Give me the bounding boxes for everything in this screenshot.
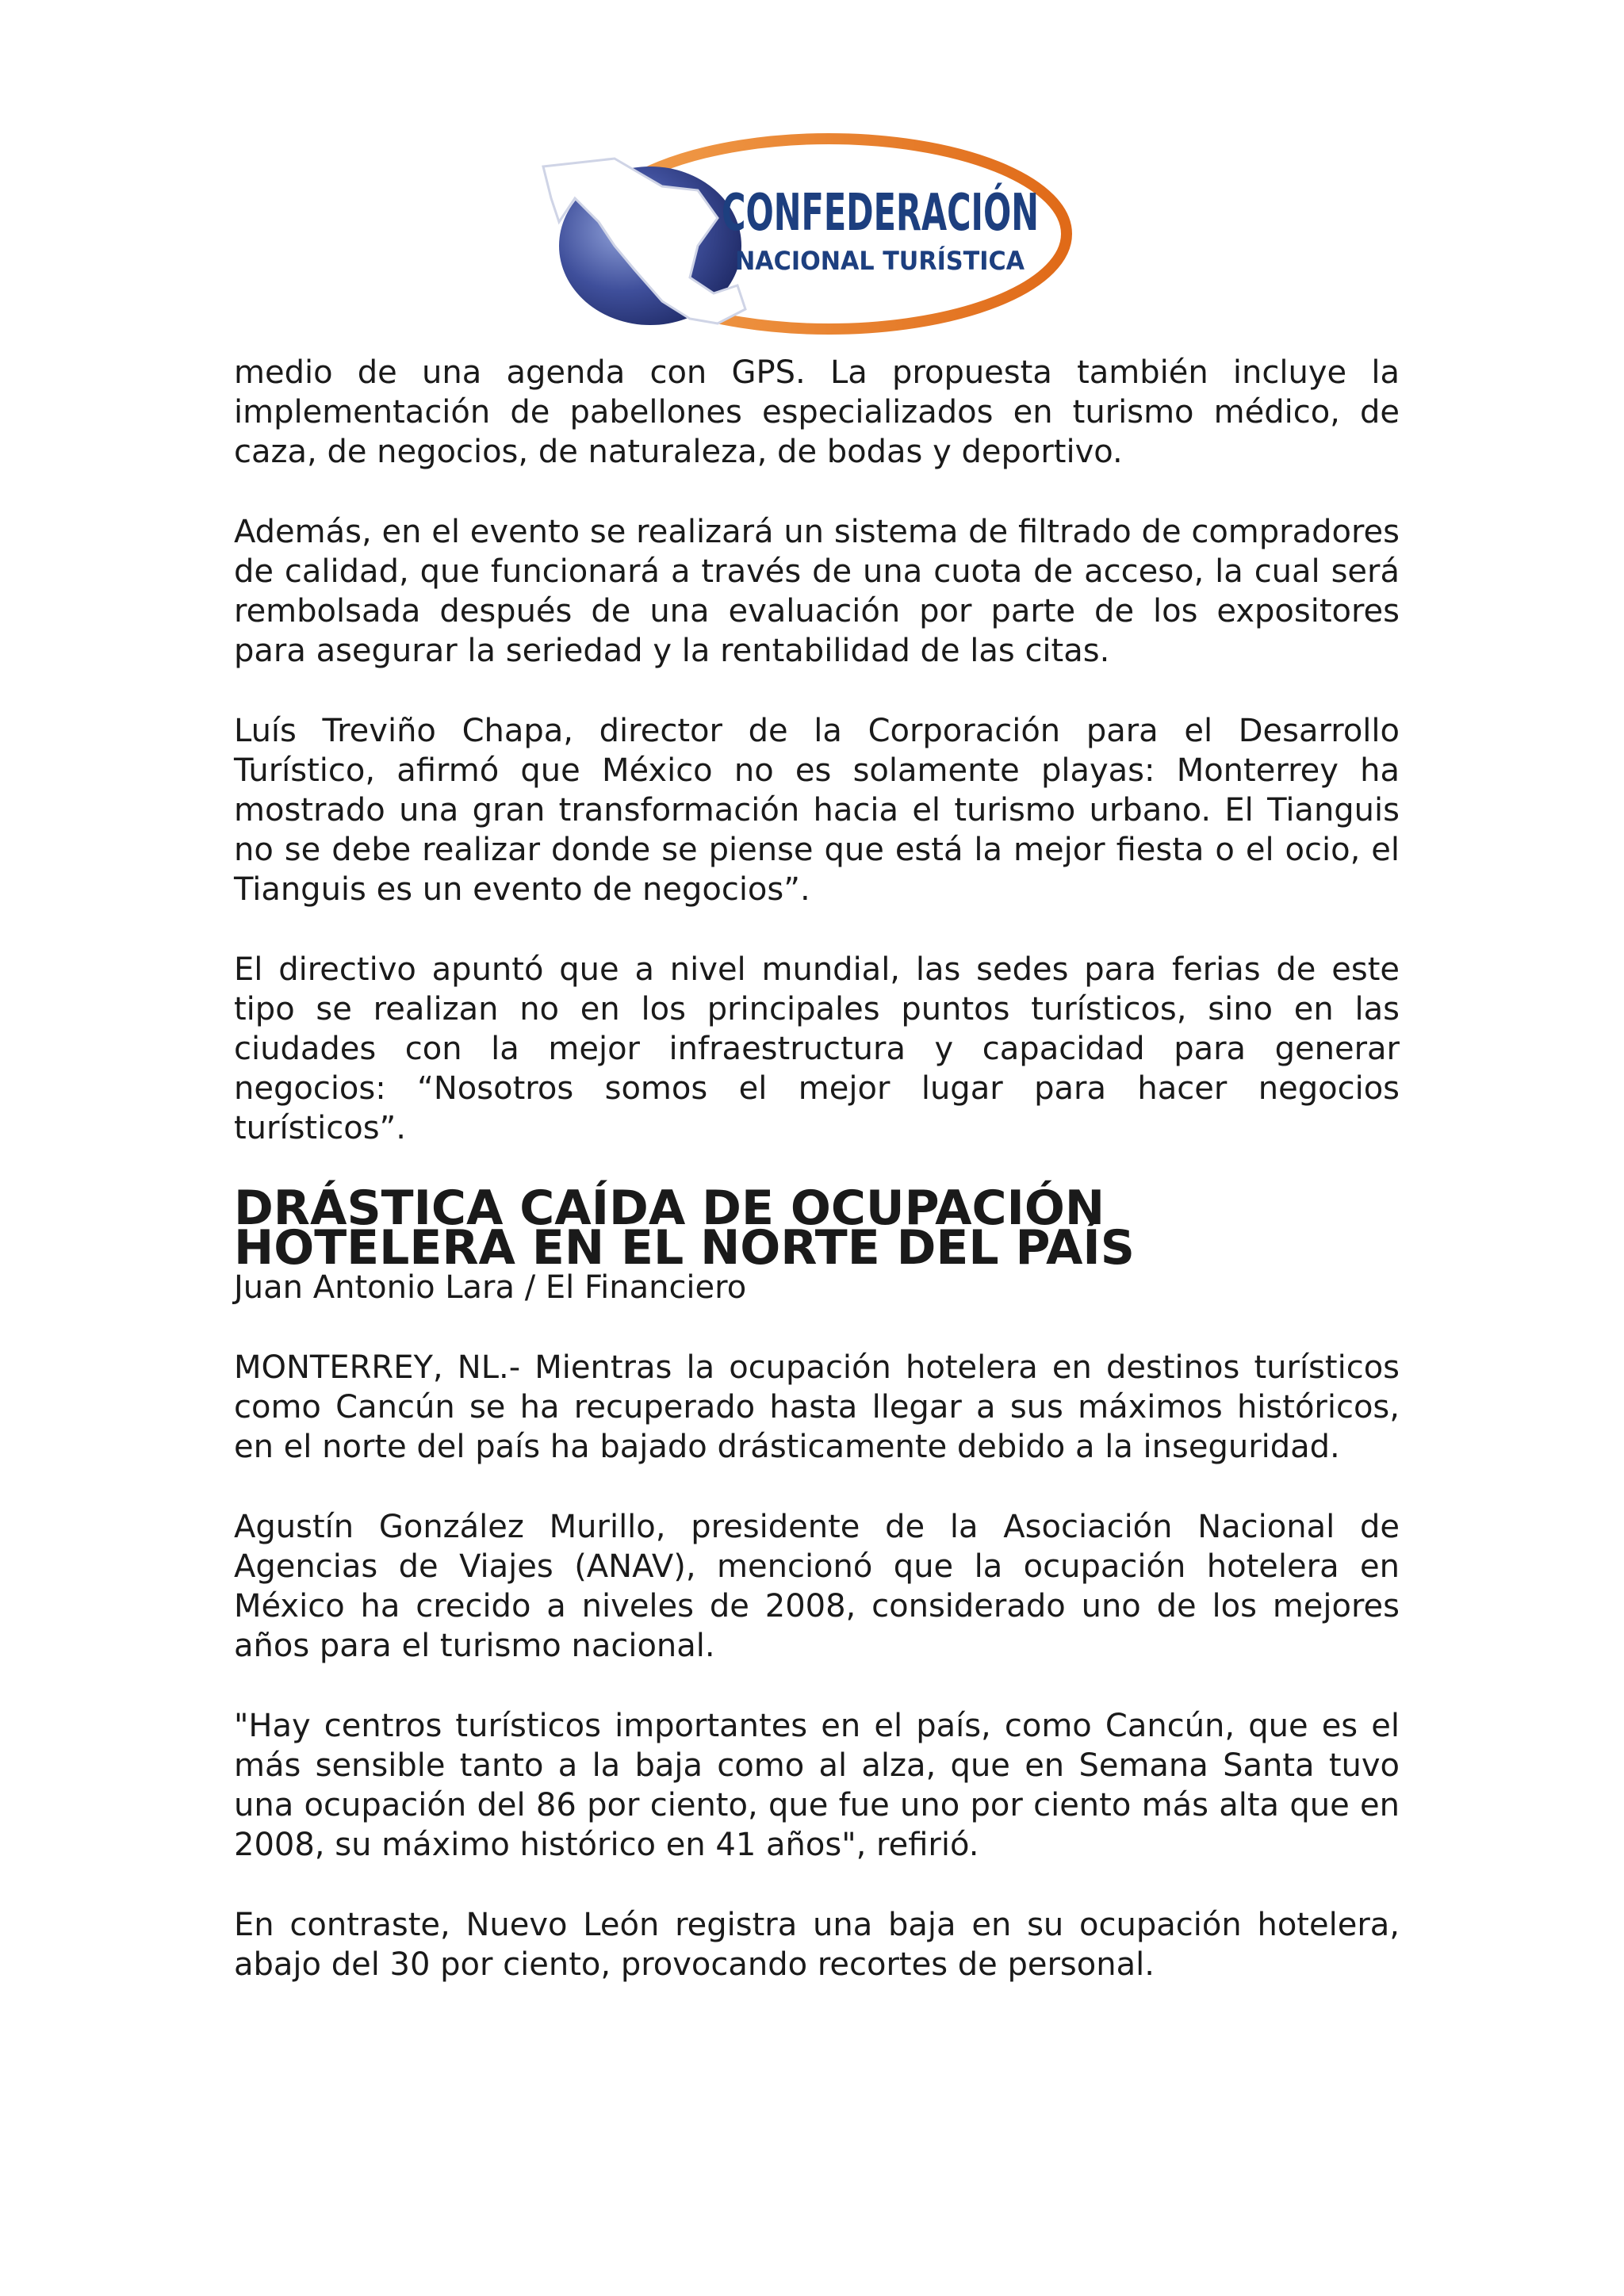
document-body: [234, 353, 1400, 2025]
logo-line2: NACIONAL TURÍSTICA: [735, 246, 1025, 276]
paragraph: El directivo apuntó que a nivel mundial, las sedes para ferias de este tipo se realizan no en los principales puntos turísticos, sino en las ciudades con la mejor infraestructura y capacidad para generar negocios: “Nosotros somos el mejor lugar para hacer negocios turísticos”.: [234, 951, 1400, 1146]
paragraph: Además, en el evento se realizará un sistema de filtrado de compradores de calidad, que funcionará a través de una cuota de acceso, la cual será rembolsada después de una evaluación por parte de los expositores para asegurar la seriedad y la rentabilidad de las citas.: [234, 514, 1400, 669]
paragraph: medio de una agenda con GPS. La propuesta también incluye la implementación de pabellones especializados en turismo médico, de caza, de negocios, de naturaleza, de bodas y deportivo.: [234, 354, 1400, 470]
paragraph: En contraste, Nuevo León registra una baja en su ocupación hotelera, abajo del 30 por ciento, provocando recortes de personal.: [234, 1907, 1400, 1983]
article-byline: Juan Antonio Lara / El Financiero: [234, 1269, 747, 1306]
paragraph: MONTERREY, NL.- Mientras la ocupación hotelera en destinos turísticos como Cancún se ha recuperado hasta llegar a sus máximos históricos, en el norte del país ha bajado drásticamente debido a la inseguridad.: [234, 1349, 1400, 1465]
confederacion-logo: [527, 111, 1211, 349]
logo-line1: CONFEDERACIÓN: [722, 184, 1211, 243]
paragraph: Agustín González Murillo, presidente de la Asociación Nacional de Agencias de Viajes (ANAV), mencionó que la ocupación hotelera en México ha crecido a niveles de 2008, considerado uno de los mejores años para el turismo nacional.: [234, 1509, 1400, 1664]
paragraph: "Hay centros turísticos importantes en el país, como Cancún, que es el más sensible tanto a la baja como al alza, que en Semana Santa tuvo una ocupación del 86 por ciento, que fue uno por ciento más alta que en 2008, su máximo histórico en 41 años", refirió.: [234, 1708, 1400, 1863]
paragraph: Luís Treviño Chapa, director de la Corporación para el Desarrollo Turístico, afirmó que México no es solamente playas: Monterrey ha mostrado una gran transformación hacia el turismo urbano. El Tianguis no se debe realizar donde se piense que está la mejor fiesta o el ocio, el Tianguis es un evento de negocios”.: [234, 713, 1400, 908]
article-headline: DRÁSTICA CAÍDA DE OCUPACIÓN HOTELERA EN EL NORTE DEL PAÍS: [234, 1181, 1135, 1276]
